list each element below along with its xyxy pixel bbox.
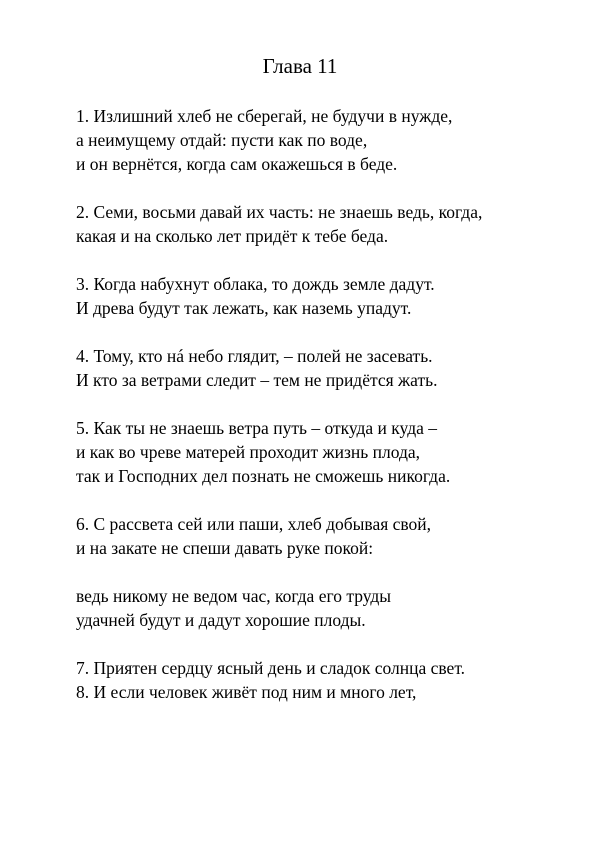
stanza-verse-5 <box>76 416 576 488</box>
verse-line: 3. Когда набухнут облака, то дождь земле дадут. <box>76 274 435 294</box>
verse-line: и он вернётся, когда сам окажешься в беде. <box>76 154 398 174</box>
verse-line: 4. Тому, кто нá небо глядит, – полей не засевать. <box>76 346 433 366</box>
stanza-verse-2 <box>76 200 576 248</box>
verse-line: удачней будут и дадут хорошие плоды. <box>76 610 366 630</box>
stanza-verse-6 <box>76 512 576 560</box>
verse-line: И древа будут так лежать, как наземь упадут. <box>76 298 412 318</box>
verse-line: 6. С рассвета сей или паши, хлеб добывая свой, <box>76 514 432 534</box>
verse-line: 2. Семи, восьми давай их часть: не знаешь ведь, когда, <box>76 202 483 222</box>
verse-line: какая и на сколько лет придёт к тебе беда. <box>76 226 389 246</box>
verse-line: И кто за ветрами следит – тем не придётся жать. <box>76 370 438 390</box>
verse-line: 8. И если человек живёт под ним и много лет, <box>76 682 417 702</box>
stanza-verse-6-continued <box>76 584 576 632</box>
verse-text <box>76 104 576 704</box>
verse-line: и на закате не спеши давать руке покой: <box>76 538 374 558</box>
verse-line: ведь никому не ведом час, когда его труды <box>76 586 392 606</box>
verse-line: 7. Приятен сердцу ясный день и сладок солнца свет. <box>76 658 466 678</box>
stanza-verse-4 <box>76 344 576 392</box>
verse-line: 1. Излишний хлеб не сберегай, не будучи в нужде, <box>76 106 453 126</box>
stanza-verse-7-8 <box>76 656 576 704</box>
stanza-verse-1 <box>76 104 576 176</box>
verse-line: 5. Как ты не знаешь ветра путь – откуда и куда – <box>76 418 437 438</box>
verse-line: а неимущему отдай: пусти как по воде, <box>76 130 368 150</box>
chapter-title: Глава 11 <box>262 54 338 78</box>
verse-line: и как во чреве матерей проходит жизнь плода, <box>76 442 420 462</box>
stanza-verse-3 <box>76 272 576 320</box>
verse-line: так и Господних дел познать не сможешь никогда. <box>76 466 451 486</box>
